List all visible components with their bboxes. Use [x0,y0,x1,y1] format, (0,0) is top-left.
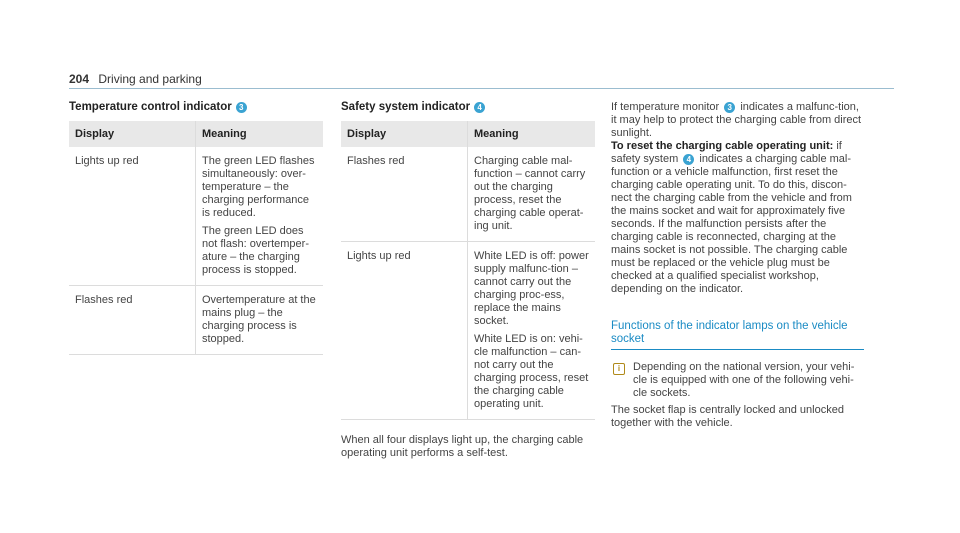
column-header-display: Display [341,121,468,147]
temperature-section-title: Temperature control indicator 3 [69,101,323,114]
table-header-row [69,121,323,147]
section-title: Driving and parking [98,72,202,86]
badge-3: 3 [236,102,247,113]
safety-section-title: Safety system indicator 4 [341,101,595,114]
badge-3: 3 [724,102,735,113]
table-row [69,147,323,286]
badge-4: 4 [474,102,485,113]
badge-4: 4 [683,154,694,165]
table-header-row [341,121,595,147]
display-cell: Flashes red [341,147,468,242]
column-header-meaning: Meaning [468,121,596,147]
page-header [69,72,202,86]
temperature-monitor-paragraph: If temperature monitor 3 indicates a malfunc-tion, it may help to protect the charging cable from direct sunlight. [611,101,862,139]
meaning-cell: White LED is off: power supply malfunc-tion – cannot carry out the charging proc-ess, replace the mains socket. White LED is on: vehi-cle malfunction – can-not carry out the charging process, reset the charging cable operating unit. [468,242,596,420]
info-note: i Depending on the national version, your vehi-cle is equipped with one of the following vehi-cle sockets. [611,361,864,400]
self-test-text: When all four displays light up, the charging cable operating unit performs a self-test. [341,434,584,459]
meaning-cell: The green LED flashes simultaneously: over-temperature – the charging performance is reduced. The green LED does not flash: overtemper-ature – the charging process is stopped. [196,147,324,286]
display-cell: Lights up red [341,242,468,420]
reset-instructions-paragraph: To reset the charging cable operating unit: if safety system 4 indicates a charging cable mal-function or a vehicle malfunction, first reset the charging cable operating unit. To do this, discon-nect the charging cable from the vehicle and from the mains socket and wait for approximately five seconds. If the malfunction persists after the charging cable is reconnected, charging at the mains socket is not possible. The charging cable must be replaced or the vehicle plug must be checked at a qualified specialist workshop, depending on the indicator. [611,140,852,295]
header-divider [69,88,894,89]
temperature-table [69,121,323,355]
meaning-cell: Charging cable mal-function – cannot carry out the charging process, reset the charging cable operat-ing unit. [468,147,596,242]
table-row [341,147,595,242]
safety-table [341,121,595,420]
column-header-meaning: Meaning [196,121,324,147]
meaning-cell: Overtemperature at the mains plug – the charging process is stopped. [196,286,324,355]
temperature-indicator-section [69,101,323,355]
page-number: 204 [69,72,90,86]
table-row [341,242,595,420]
display-cell: Lights up red [69,147,196,286]
right-text-column [611,101,864,430]
safety-indicator-section [341,101,595,460]
heading-underline [611,349,864,350]
column-header-display: Display [69,121,196,147]
table-row [69,286,323,355]
display-cell: Flashes red [69,286,196,355]
socket-flap-text: The socket flap is centrally locked and unlocked together with the vehicle. [611,404,844,429]
info-icon: i [613,363,625,375]
functions-heading: Functions of the indicator lamps on the vehicle socket [611,320,848,345]
